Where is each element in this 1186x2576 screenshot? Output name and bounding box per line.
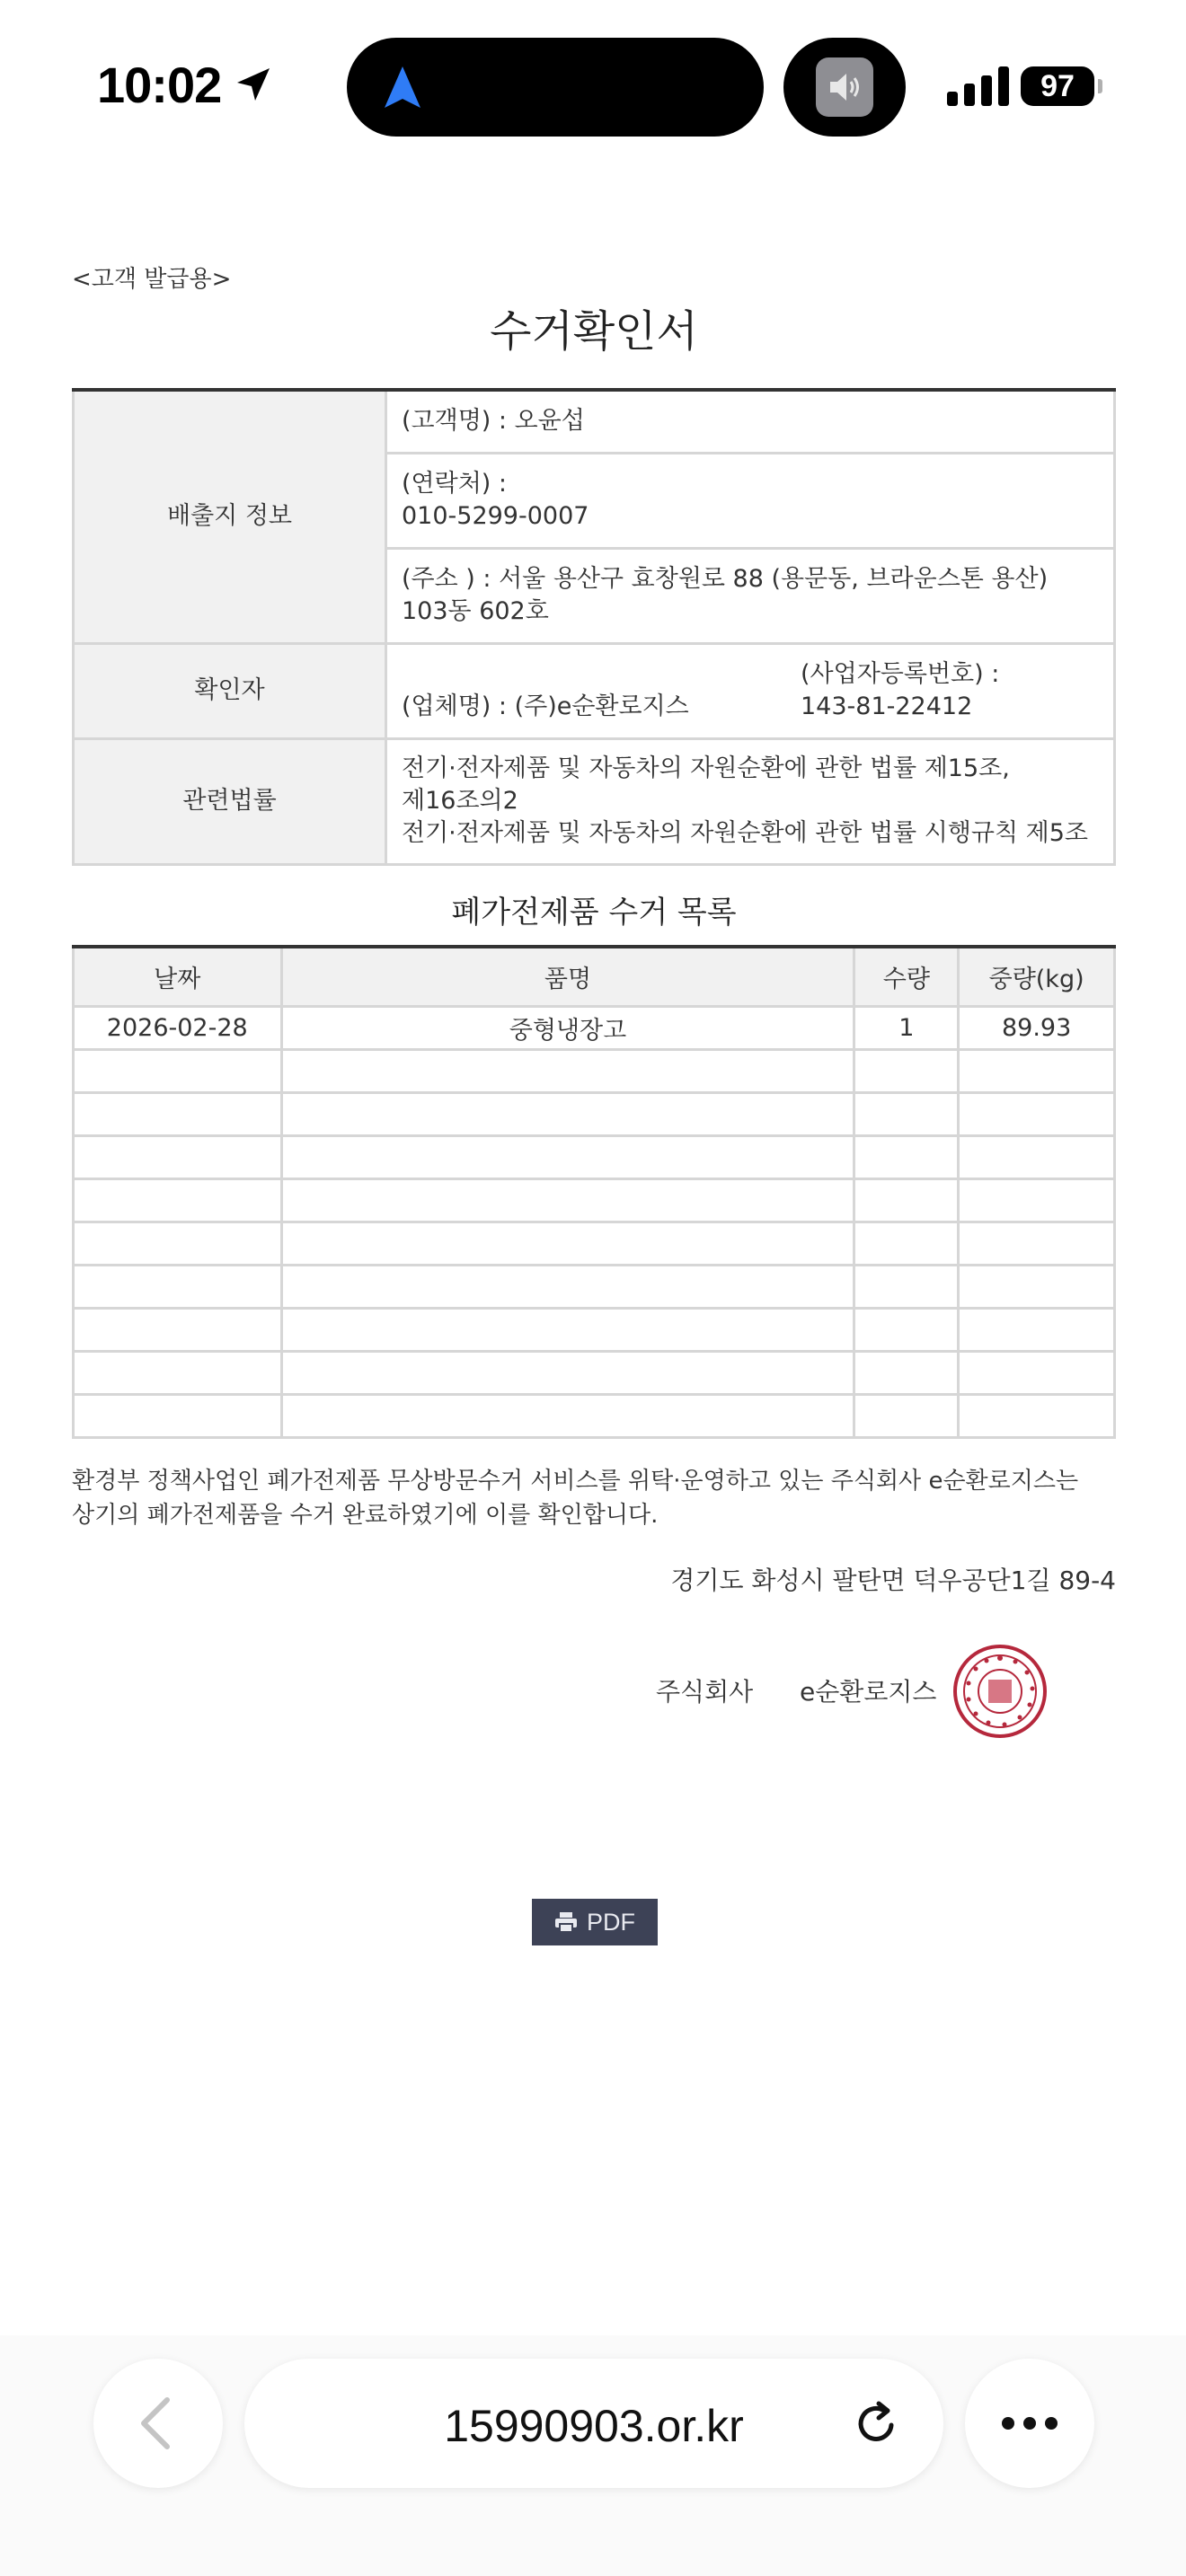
table-row — [74, 1222, 1115, 1265]
cell-qty — [854, 1222, 959, 1265]
address-line-1: (주소 ) : 서울 용산구 효창원로 88 (용문동, 브라운스톤 용산) — [402, 565, 1049, 593]
cell-qty — [854, 1049, 959, 1092]
navigation-icon — [381, 65, 424, 110]
cell-date — [74, 1394, 282, 1437]
cell-weight: 89.93 — [959, 1006, 1115, 1049]
table-row — [74, 1178, 1115, 1222]
table-row — [74, 1265, 1115, 1308]
cell-item — [281, 1222, 854, 1265]
cell-qty — [854, 1265, 959, 1308]
law-line-1: 전기·전자제품 및 자동차의 자원순환에 관한 법률 제15조, — [402, 754, 1010, 782]
collection-list-title: 폐가전제품 수거 목록 — [451, 895, 737, 931]
document-title: 수거확인서 — [490, 306, 698, 357]
cell-weight — [959, 1308, 1115, 1351]
cell-qty — [854, 1394, 959, 1437]
company-name: e순환로지스 — [800, 1677, 937, 1707]
cell-qty — [854, 1351, 959, 1394]
cell-qty — [854, 1092, 959, 1135]
cell-item — [281, 1265, 854, 1308]
cell-item — [281, 1092, 854, 1135]
col-date: 날짜 — [74, 947, 282, 1006]
cell-item — [281, 1351, 854, 1394]
pdf-label: PDF — [587, 1908, 635, 1936]
status-bar — [0, 0, 1186, 171]
cell-date — [74, 1092, 282, 1135]
cell-weight — [959, 1394, 1115, 1437]
cellular-signal-icon — [947, 66, 1010, 106]
confirmation-notice — [72, 1464, 1116, 1532]
confirmer-header: 확인자 — [74, 643, 386, 738]
table-row — [74, 1394, 1115, 1437]
table-row — [74, 1135, 1115, 1178]
cell-date — [74, 1351, 282, 1394]
table-row — [74, 1092, 1115, 1135]
back-button[interactable] — [93, 2359, 223, 2488]
more-dots-icon — [1001, 2414, 1058, 2432]
table-row — [74, 1351, 1115, 1394]
cell-item: 중형냉장고 — [281, 1006, 854, 1049]
cell-weight — [959, 1135, 1115, 1178]
mute-speaker-icon — [816, 57, 873, 117]
url-text: 15990903.or.kr — [444, 2401, 744, 2451]
dynamic-island — [347, 38, 764, 137]
cell-weight — [959, 1222, 1115, 1265]
cell-item — [281, 1135, 854, 1178]
address-bar[interactable] — [244, 2359, 943, 2488]
status-time: 10:02 — [97, 57, 222, 113]
browser-toolbar — [0, 2335, 1186, 2576]
biz-number-field — [801, 658, 1099, 723]
law-line-3: 전기·전자제품 및 자동차의 자원순환에 관한 법률 시행규칙 제5조 — [402, 819, 1088, 847]
back-chevron-icon — [137, 2396, 176, 2450]
location-arrow-icon — [232, 63, 275, 106]
col-weight: 중량(kg) — [959, 947, 1115, 1006]
cell-weight — [959, 1351, 1115, 1394]
cell-qty — [854, 1308, 959, 1351]
company-field: (업체명) : (주)e순환로지스 — [402, 693, 689, 720]
cell-date — [74, 1178, 282, 1222]
cell-date: 2026-02-28 — [74, 1006, 282, 1049]
cell-weight — [959, 1049, 1115, 1092]
col-item: 품명 — [281, 947, 854, 1006]
law-line-2: 제16조의2 — [402, 787, 518, 815]
table-row — [74, 1006, 1115, 1049]
cell-weight — [959, 1265, 1115, 1308]
address-line-2: 103동 602호 — [402, 597, 549, 625]
battery-icon: 97 — [1021, 66, 1094, 106]
battery-tip — [1098, 79, 1102, 93]
contact-label: (연락처) : — [402, 470, 507, 498]
reload-icon[interactable] — [852, 2398, 902, 2448]
mute-indicator — [783, 38, 906, 137]
collection-list-table — [72, 945, 1116, 1439]
cell-item — [281, 1308, 854, 1351]
cell-item — [281, 1178, 854, 1222]
info-table — [72, 388, 1116, 866]
cell-item — [281, 1394, 854, 1437]
cell-date — [74, 1049, 282, 1092]
cell-date — [74, 1222, 282, 1265]
disposal-info-header: 배출지 정보 — [74, 390, 386, 643]
notice-line-2: 상기의 폐가전제품을 수거 완료하였기에 이를 확인합니다. — [72, 1502, 659, 1529]
table-row — [74, 1049, 1115, 1092]
cell-qty — [854, 1178, 959, 1222]
notice-line-1: 환경부 정책사업인 폐가전제품 무상방문수거 서비스를 위탁·운영하고 있는 주식회사 e순환로지스는 — [72, 1468, 1079, 1495]
contact-cell — [386, 453, 1115, 548]
pdf-download-button[interactable] — [532, 1899, 658, 1945]
more-options-button[interactable] — [965, 2359, 1094, 2488]
cell-qty — [854, 1135, 959, 1178]
law-cell — [386, 738, 1115, 864]
cell-qty: 1 — [854, 1006, 959, 1049]
cell-date — [74, 1308, 282, 1351]
company-seal-stamp — [952, 1644, 1048, 1739]
cell-weight — [959, 1178, 1115, 1222]
biz-number-label: (사업자등록번호) : — [801, 660, 1000, 688]
contact-value: 010-5299-0007 — [402, 502, 589, 530]
copy-label: <고객 발급용> — [72, 266, 232, 293]
biz-number-value: 143-81-22412 — [801, 693, 973, 720]
address-cell — [386, 548, 1115, 643]
cell-date — [74, 1135, 282, 1178]
confirmer-cell — [386, 643, 1115, 738]
table-row — [74, 1308, 1115, 1351]
cell-date — [74, 1265, 282, 1308]
corp-label: 주식회사 — [656, 1677, 754, 1707]
company-address: 경기도 화성시 팔탄면 덕우공단1길 89-4 — [670, 1566, 1116, 1595]
printer-icon — [554, 1911, 578, 1933]
customer-name: (고객명) : 오윤섭 — [386, 390, 1115, 453]
law-header: 관련법률 — [74, 738, 386, 864]
cell-item — [281, 1049, 854, 1092]
cell-weight — [959, 1092, 1115, 1135]
col-qty: 수량 — [854, 947, 959, 1006]
